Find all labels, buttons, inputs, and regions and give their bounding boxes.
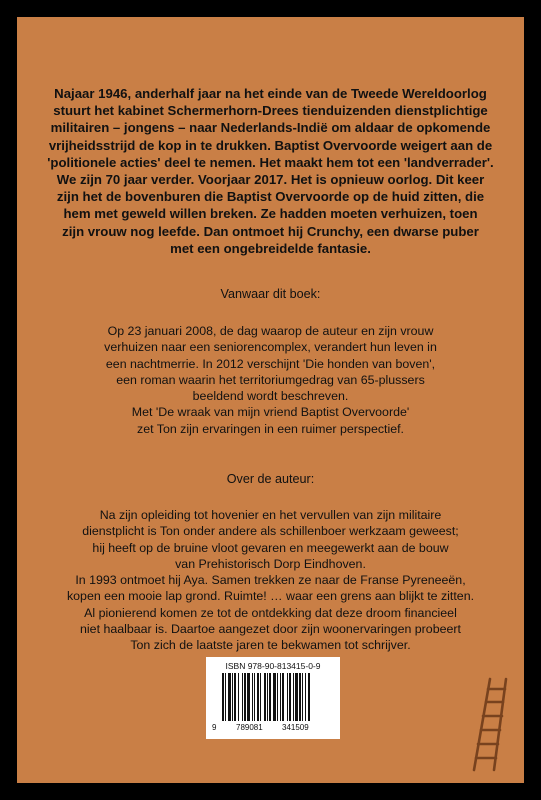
barcode-bar — [232, 673, 233, 721]
why-line: verhuizen naar een seniorencomplex, verandert hun leven in — [104, 340, 437, 355]
back-cover — [17, 17, 524, 783]
author-line: Ton zich de laatste jaren te bekwamen tot schrijver. — [130, 638, 411, 653]
barcode-bar — [273, 673, 276, 721]
author-paragraph — [17, 507, 524, 654]
ladder-logo-icon — [464, 676, 510, 772]
barcode-bar — [260, 673, 261, 721]
barcode-bar — [305, 673, 306, 721]
barcode-bar — [267, 673, 268, 721]
barcode-bar — [234, 673, 236, 721]
barcode — [206, 657, 340, 739]
blurb-line: vrijheidsstrijd de kop in te drukken. Baptist Overvoorde weigert aan de — [48, 137, 493, 153]
barcode-digit-first: 9 — [212, 723, 217, 732]
barcode-bar — [247, 673, 250, 721]
barcode-bar — [289, 673, 291, 721]
barcode-bar — [302, 673, 303, 721]
author-line: dienstplicht is Ton onder andere als schillenboer werkzaam geweest; — [82, 524, 459, 539]
why-paragraph — [17, 323, 524, 437]
barcode-bar — [222, 673, 224, 721]
author-line: Na zijn opleiding tot hovenier en het vervullen van zijn militaire — [99, 508, 442, 522]
author-heading: Over de auteur: — [226, 472, 315, 486]
blurb-line: stuurt het kabinet Schermerhorn-Drees tienduizenden dienstplichtige — [53, 103, 488, 119]
author-line: kopen een mooie lap grond. Ruimte! … waar een grens aan blijkt te zitten. — [66, 589, 475, 604]
author-line: niet haalbaar is. Daartoe aangezet door zijn woonervaringen probeert — [80, 622, 461, 637]
barcode-bar — [287, 673, 288, 721]
barcode-bar — [282, 673, 284, 721]
blurb — [17, 85, 524, 257]
blurb-line: hem met geweld willen breken. Ze hadden moeten verhuizen, toen — [63, 206, 478, 222]
barcode-bar — [257, 673, 259, 721]
barcode-bar — [242, 673, 243, 721]
blurb-line: zijn vrouw nog leefde. Dan ontmoet hij Crunchy, een dwarse puber — [62, 223, 479, 239]
isbn-label: ISBN 978-90-813415-0-9 — [225, 661, 321, 671]
barcode-bar — [277, 673, 278, 721]
barcode-bar — [254, 673, 255, 721]
why-line: Met 'De wraak van mijn vriend Baptist Overvoorde' — [131, 405, 410, 420]
barcode-digits-right: 341509 — [282, 723, 309, 732]
why-line: beeldend wordt beschreven. — [192, 389, 349, 404]
barcode-bar — [225, 673, 226, 721]
author-line: Al pionierend komen ze tot de ontdekking dat deze droom financieel — [84, 605, 457, 620]
why-line: zet Ton zijn ervaringen in een ruimer perspectief. — [137, 421, 404, 436]
barcode-bar — [269, 673, 271, 721]
barcode-bar — [252, 673, 253, 721]
barcode-bar — [264, 673, 266, 721]
blurb-line: We zijn 70 jaar verder. Voorjaar 2017. Het is opnieuw oorlog. Dit keer — [56, 172, 485, 188]
barcode-bar — [299, 673, 301, 721]
barcode-bar — [228, 673, 231, 721]
barcode-bar — [244, 673, 246, 721]
blurb-line: met een ongebreidelde fantasie. — [170, 240, 371, 256]
barcode-digits-left: 789081 — [236, 723, 263, 732]
barcode-bar — [295, 673, 298, 721]
author-line: van Prehistorisch Dorp Eindhoven. — [175, 556, 366, 571]
barcode-bar — [308, 673, 310, 721]
why-line: Op 23 januari 2008, de dag waarop de auteur en zijn vrouw — [107, 324, 434, 338]
barcode-bar — [238, 673, 239, 721]
why-line: een roman waarin het territoriumgedrag van 65-plussers — [116, 372, 425, 387]
blurb-line: zijn het de bovenburen die Baptist Overvoorde op de huid zitten, die — [56, 189, 485, 205]
barcode-bars — [222, 673, 326, 721]
author-line: In 1993 ontmoet hij Aya. Samen trekken ze naar de Franse Pyreneeën, — [75, 573, 466, 588]
blurb-line: Najaar 1946, anderhalf jaar na het einde van de Tweede Wereldoorlog — [54, 86, 487, 101]
why-line: een nachtmerrie. In 2012 verschijnt 'Die honden van boven', — [105, 356, 436, 371]
blurb-line: militairen – jongens – naar Nederlands-Indië om aldaar de opkomende — [50, 120, 491, 136]
author-line: hij heeft op de bruine vloot gevaren en meegewerkt aan de bouw — [92, 540, 449, 555]
blurb-line: 'politionele acties' deel te nemen. Het maakt hem tot een 'landverrader'. — [47, 154, 494, 170]
why-heading: Vanwaar dit boek: — [220, 287, 321, 301]
barcode-bar — [280, 673, 281, 721]
barcode-bar — [293, 673, 294, 721]
